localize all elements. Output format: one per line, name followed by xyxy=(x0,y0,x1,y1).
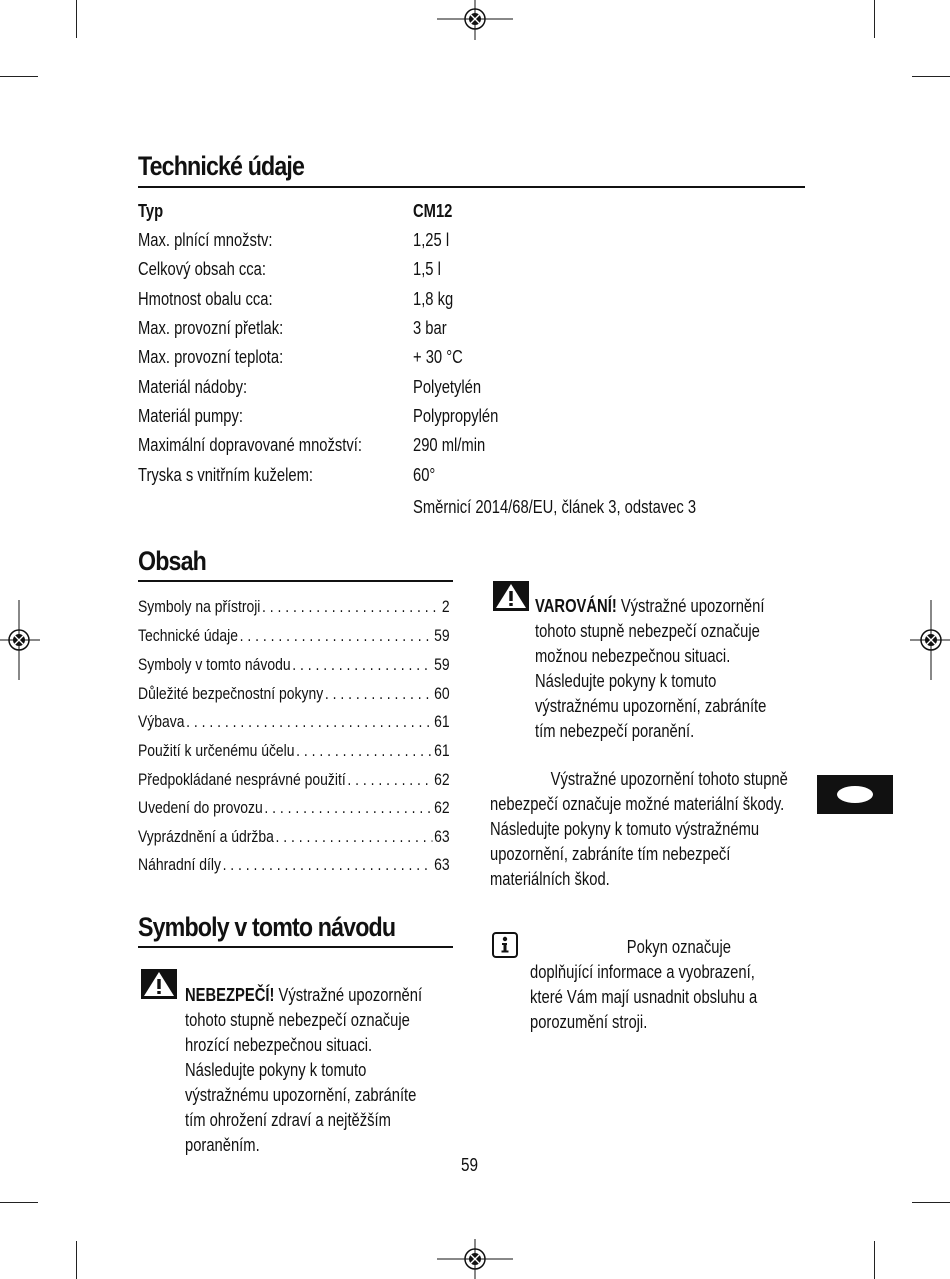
danger-text xyxy=(185,983,456,1158)
tech-label: Max. provozní přetlak: xyxy=(138,318,284,338)
crop-mark xyxy=(912,76,950,77)
warning-label: VAROVÁNÍ! xyxy=(535,596,617,616)
page-number: 59 xyxy=(461,1155,479,1175)
info-text xyxy=(530,935,801,1035)
toc-page: 61 xyxy=(434,741,450,760)
language-tab-oval xyxy=(837,786,873,803)
toc-title: Symboly v tomto návodu xyxy=(138,655,291,674)
registration-mark-icon xyxy=(0,600,40,680)
toc-title: Uvedení do provozu xyxy=(138,798,263,817)
crop-mark xyxy=(874,0,875,38)
toc-page: 61 xyxy=(434,712,450,731)
toc-title: Náhradní díly xyxy=(138,855,221,874)
toc-title: Vyprázdnění a údržba xyxy=(138,827,274,846)
danger-line: NEBEZPEČÍ! Výstražné upozornění xyxy=(185,985,423,1005)
toc-title: Technické údaje xyxy=(138,626,238,645)
tech-row xyxy=(138,374,738,400)
notice-line: nebezpečí označuje možné materiální škody. xyxy=(490,794,785,814)
tech-value: 60° xyxy=(413,465,436,485)
tech-label: Celkový obsah cca: xyxy=(138,259,266,279)
crop-mark xyxy=(0,1202,38,1203)
danger-line: výstražnému upozornění, zabráníte xyxy=(185,1085,417,1105)
tech-label: Materiál pumpy: xyxy=(138,406,244,426)
tech-value: + 30 °C xyxy=(413,347,463,367)
symbols-heading: Symboly v tomto návodu xyxy=(138,912,396,942)
danger-label: NEBEZPEČÍ! xyxy=(185,985,275,1005)
crop-mark xyxy=(874,1241,875,1279)
tech-value: Polyetylén xyxy=(413,377,482,397)
toc-item[interactable] xyxy=(138,825,450,849)
info-line: Pokyn označuje xyxy=(626,937,731,957)
tech-row xyxy=(138,286,738,312)
tech-row xyxy=(138,227,738,253)
tech-row xyxy=(138,344,738,370)
tech-directive-row xyxy=(138,494,738,520)
tech-value: 3 bar xyxy=(413,318,447,338)
crop-mark xyxy=(76,0,77,38)
warning-text xyxy=(535,594,806,744)
crop-mark xyxy=(912,1202,950,1203)
toc-title: Důležité bezpečnostní pokyny xyxy=(138,684,324,703)
notice-line: materiálních škod. xyxy=(490,869,610,889)
info-line: doplňující informace a vyobrazení, xyxy=(530,962,755,982)
toc-item[interactable] xyxy=(138,710,450,734)
symbols-heading-rule xyxy=(138,946,453,948)
toc-item[interactable] xyxy=(138,768,450,792)
warning-line: možnou nebezpečnou situaci. xyxy=(535,646,731,666)
toc-item[interactable] xyxy=(138,682,450,706)
notice-line: Výstražné upozornění tohoto stupně xyxy=(550,769,788,789)
warning-icon xyxy=(493,581,529,611)
contents-heading: Obsah xyxy=(138,546,206,576)
tech-heading-rule xyxy=(138,186,805,188)
tech-row xyxy=(138,462,738,488)
tech-row xyxy=(138,198,738,224)
tech-value: CM12 xyxy=(413,201,453,221)
toc-item[interactable] xyxy=(138,739,450,763)
toc-item[interactable] xyxy=(138,796,450,820)
toc-item[interactable] xyxy=(138,624,450,648)
toc-item[interactable] xyxy=(138,653,450,677)
toc-title: Použití k určenému účelu xyxy=(138,741,295,760)
tech-value: 1,25 l xyxy=(413,230,450,250)
toc-page: 2 xyxy=(441,597,450,616)
language-tab-badge xyxy=(817,775,893,814)
notice-text xyxy=(490,767,834,892)
registration-mark-icon xyxy=(437,0,513,40)
tech-heading: Technické údaje xyxy=(138,151,305,181)
toc-page: 62 xyxy=(434,770,450,789)
tech-label: Max. provozní teplota: xyxy=(138,347,284,367)
tech-row xyxy=(138,432,738,458)
crop-mark xyxy=(76,1241,77,1279)
toc-title: Výbava xyxy=(138,712,185,731)
registration-mark-icon xyxy=(437,1239,513,1279)
registration-mark-icon xyxy=(910,600,950,680)
danger-line: tohoto stupně nebezpečí označuje xyxy=(185,1010,410,1030)
warning-line: VAROVÁNÍ! Výstražné upozornění xyxy=(535,596,765,616)
tech-label: Max. plnící množstv: xyxy=(138,230,273,250)
warning-line: Následujte pokyny k tomuto xyxy=(535,671,717,691)
notice-line: upozornění, zabráníte tím nebezpečí xyxy=(490,844,731,864)
crop-mark xyxy=(0,76,38,77)
toc-page: 62 xyxy=(434,798,450,817)
toc-title: Předpokládané nesprávné použití xyxy=(138,770,346,789)
toc-page: 60 xyxy=(434,684,450,703)
toc-item[interactable] xyxy=(138,595,450,619)
tech-value: 1,5 l xyxy=(413,259,441,279)
tech-label: Maximální dopravované množství: xyxy=(138,435,362,455)
danger-line: poraněním. xyxy=(185,1135,260,1155)
tech-row xyxy=(138,315,738,341)
tech-label: Hmotnost obalu cca: xyxy=(138,289,273,309)
tech-value: Polypropylén xyxy=(413,406,499,426)
danger-line: hrozící nebezpečnou situaci. xyxy=(185,1035,373,1055)
tech-row xyxy=(138,256,738,282)
tech-value: 290 ml/min xyxy=(413,435,486,455)
tech-label: Typ xyxy=(138,201,164,221)
warning-line: tohoto stupně nebezpečí označuje xyxy=(535,621,760,641)
toc-title: Symboly na přístroji xyxy=(138,597,261,616)
tech-label: Tryska s vnitřním kuželem: xyxy=(138,465,313,485)
tech-value: 1,8 kg xyxy=(413,289,454,309)
toc-page: 63 xyxy=(434,827,450,846)
danger-line: tím ohrožení zdraví a nejtěžším xyxy=(185,1110,391,1130)
danger-line: Následujte pokyny k tomuto xyxy=(185,1060,367,1080)
info-line: které Vám mají usnadnit obsluhu a xyxy=(530,987,758,1007)
tech-label: Materiál nádoby: xyxy=(138,377,248,397)
tech-row xyxy=(138,403,738,429)
notice-line: Následujte pokyny k tomuto výstražnému xyxy=(490,819,760,839)
contents-heading-rule xyxy=(138,580,453,582)
info-line: porozumění stroji. xyxy=(530,1012,648,1032)
toc-page: 63 xyxy=(434,855,450,874)
toc-item[interactable] xyxy=(138,853,450,877)
toc-page: 59 xyxy=(434,626,450,645)
warning-line: tím nebezpečí poranění. xyxy=(535,721,695,741)
info-icon xyxy=(492,932,518,958)
tech-directive: Směrnicí 2014/68/EU, článek 3, odstavec 3 xyxy=(413,497,697,517)
danger-warning-icon xyxy=(141,969,177,999)
warning-line: výstražnému upozornění, zabráníte xyxy=(535,696,767,716)
toc-page: 59 xyxy=(434,655,450,674)
